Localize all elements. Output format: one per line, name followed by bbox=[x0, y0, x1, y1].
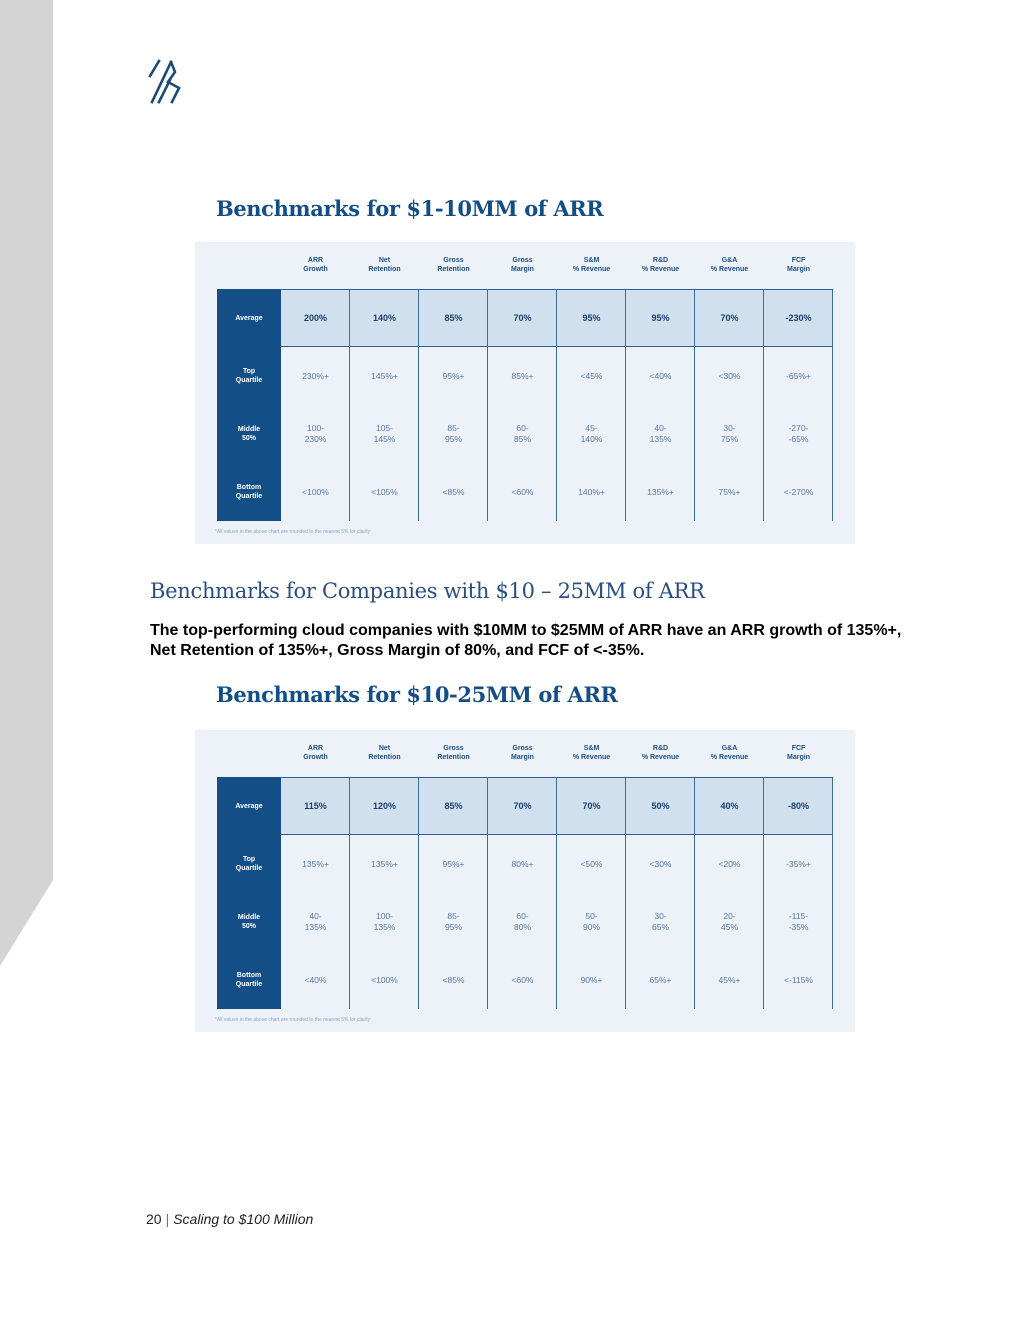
table-cell bbox=[281, 313, 350, 324]
table-cell-line: 30- bbox=[723, 423, 736, 433]
table-cell-line: 90%+ bbox=[580, 974, 603, 985]
table-cell bbox=[350, 911, 419, 933]
benchmark-title-2: Benchmarks for $10-25MM of ARR bbox=[216, 682, 618, 707]
table-cell bbox=[350, 859, 419, 870]
table-cell-line: 60- bbox=[516, 423, 529, 433]
row-label bbox=[217, 971, 281, 989]
column-header bbox=[557, 744, 626, 762]
row-label-line: Bottom bbox=[236, 484, 262, 491]
table-cell bbox=[281, 371, 350, 382]
table-cell bbox=[695, 313, 764, 324]
table-cell bbox=[557, 911, 626, 933]
table-cell bbox=[281, 487, 350, 498]
table-cell-line: 65%+ bbox=[649, 974, 672, 985]
page-footer bbox=[146, 1211, 313, 1227]
table-cell-line: 135% bbox=[373, 922, 396, 932]
footer-separator: | bbox=[165, 1211, 170, 1227]
row-label bbox=[217, 425, 281, 443]
column-header-line: % Revenue bbox=[710, 266, 749, 273]
table-cell-line: 140% bbox=[580, 434, 603, 444]
column-header-line: Growth bbox=[303, 754, 328, 761]
table-cell bbox=[419, 801, 488, 812]
column-header-line: R&D bbox=[652, 745, 669, 752]
column-header-line: % Revenue bbox=[572, 266, 611, 273]
table-cell-line: 70% bbox=[513, 312, 532, 323]
column-header-line: Margin bbox=[511, 266, 534, 273]
table-cell-line: 95% bbox=[444, 434, 462, 444]
column-header bbox=[488, 256, 557, 274]
table-cell-line: -115- bbox=[788, 911, 809, 921]
row-label bbox=[217, 855, 281, 873]
table-cell bbox=[488, 975, 557, 986]
column-header-line: Gross bbox=[512, 745, 533, 752]
table-cell bbox=[419, 371, 488, 382]
table-cell bbox=[764, 487, 833, 498]
column-header-line: Margin bbox=[787, 754, 810, 761]
row-label bbox=[217, 802, 281, 811]
column-header-line: Gross bbox=[443, 257, 464, 264]
table-cell bbox=[626, 975, 695, 986]
table-cell-line: 105- bbox=[375, 423, 393, 433]
table-cell-line: <60% bbox=[511, 974, 534, 985]
column-header bbox=[695, 744, 764, 762]
table-cell-line: <85% bbox=[442, 974, 465, 985]
brand-logo-icon bbox=[146, 58, 186, 106]
column-header bbox=[626, 256, 695, 274]
column-header bbox=[281, 744, 350, 762]
table-cell bbox=[626, 371, 695, 382]
table-cell-line: <105% bbox=[371, 486, 398, 497]
row-label bbox=[217, 913, 281, 931]
table-cell-line: -270- bbox=[788, 423, 809, 433]
table-cell bbox=[695, 801, 764, 812]
column-header-line: Retention bbox=[437, 266, 470, 273]
table-cell bbox=[626, 911, 695, 933]
table-cell bbox=[764, 371, 833, 382]
column-header-line: % Revenue bbox=[710, 754, 749, 761]
table-cell bbox=[419, 487, 488, 498]
table-cell bbox=[350, 313, 419, 324]
table-cell-line: -35% bbox=[788, 922, 809, 932]
table-cell bbox=[488, 371, 557, 382]
table-cell bbox=[695, 859, 764, 870]
footer-document-title: Scaling to $100 Million bbox=[173, 1211, 314, 1227]
table-cell bbox=[350, 423, 419, 445]
column-header-line: Margin bbox=[787, 266, 810, 273]
table-cell-line: 75%+ bbox=[718, 486, 741, 497]
column-header-line: R&D bbox=[652, 257, 669, 264]
row-label-line: Middle bbox=[237, 914, 261, 921]
column-header-line: ARR bbox=[307, 257, 324, 264]
table-cell-line: 85% bbox=[513, 434, 531, 444]
table-cell bbox=[695, 911, 764, 933]
table-cell-line: 145%+ bbox=[371, 370, 398, 381]
table-cell-line: <40% bbox=[649, 370, 672, 381]
table-cell bbox=[695, 975, 764, 986]
column-header-line: Margin bbox=[511, 754, 534, 761]
table-cell bbox=[281, 801, 350, 812]
table-cell-line: -65% bbox=[788, 434, 809, 444]
table-cell-line: 40- bbox=[309, 911, 322, 921]
table-cell-line: <50% bbox=[580, 858, 603, 869]
table-cell bbox=[350, 371, 419, 382]
column-header-line: S&M bbox=[583, 745, 600, 752]
table-cell bbox=[557, 313, 626, 324]
table-cell bbox=[626, 859, 695, 870]
column-headers bbox=[281, 256, 833, 286]
column-header bbox=[350, 744, 419, 762]
table-cell-line: 100- bbox=[306, 423, 324, 433]
benchmark-grid bbox=[281, 289, 833, 521]
row-label bbox=[217, 483, 281, 501]
section-heading: Benchmarks for Companies with $10 – 25MM of ARR bbox=[150, 579, 705, 603]
table-cell-line: 85- bbox=[447, 423, 460, 433]
column-header-line: FCF bbox=[791, 745, 806, 752]
column-header bbox=[281, 256, 350, 274]
table-cell-line: -35%+ bbox=[786, 858, 811, 869]
benchmark-title-1: Benchmarks for $1-10MM of ARR bbox=[216, 196, 604, 221]
table-cell-line: 135%+ bbox=[371, 858, 398, 869]
table-cell-line: 85%+ bbox=[511, 370, 534, 381]
table-cell bbox=[626, 313, 695, 324]
column-header-line: % Revenue bbox=[641, 266, 680, 273]
table-cell-line: 115% bbox=[304, 800, 327, 811]
table-cell bbox=[488, 313, 557, 324]
column-header-line: Net bbox=[378, 745, 391, 752]
table-cell-line: 60- bbox=[516, 911, 529, 921]
table-cell-line: -65%+ bbox=[786, 370, 811, 381]
table-cell-line: 85- bbox=[447, 911, 460, 921]
table-cell bbox=[557, 859, 626, 870]
table-cell-line: <45% bbox=[580, 370, 603, 381]
table-cell bbox=[488, 487, 557, 498]
table-cell bbox=[557, 801, 626, 812]
table-cell-line: 40% bbox=[720, 800, 739, 811]
table-cell bbox=[557, 371, 626, 382]
column-header bbox=[626, 744, 695, 762]
table-cell-line: 70% bbox=[720, 312, 739, 323]
table-cell bbox=[695, 371, 764, 382]
row-label-line: Top bbox=[242, 856, 256, 863]
row-label-line: Quartile bbox=[235, 377, 263, 384]
table-cell bbox=[488, 801, 557, 812]
table-cell bbox=[695, 487, 764, 498]
row-label-line: Quartile bbox=[235, 493, 263, 500]
table-cell-line: 50% bbox=[651, 800, 670, 811]
table-cell bbox=[419, 423, 488, 445]
table-cell-line: 75% bbox=[720, 434, 738, 444]
table-cell bbox=[626, 801, 695, 812]
body-paragraph: The top-performing cloud companies with $10MM to $25MM of ARR have an ARR growth of 135%+, Net Retention of 135%+, Gross Margin of 80%, and FCF of <-35%. bbox=[150, 622, 902, 659]
table-cell bbox=[557, 487, 626, 498]
table-cell-line: 135%+ bbox=[302, 858, 329, 869]
column-header bbox=[764, 744, 833, 762]
table-cell-line: 95% bbox=[651, 312, 670, 323]
table-cell-line: 30- bbox=[654, 911, 667, 921]
table-cell-line: 95%+ bbox=[442, 370, 465, 381]
table-cell-line: 20- bbox=[723, 911, 736, 921]
table-cell bbox=[764, 313, 833, 324]
table-cell bbox=[557, 975, 626, 986]
table-cell-line: 135% bbox=[649, 434, 672, 444]
table-cell bbox=[488, 859, 557, 870]
table-cell-line: <-270% bbox=[783, 486, 814, 497]
column-header bbox=[764, 256, 833, 274]
table-cell bbox=[350, 975, 419, 986]
benchmark-table-2 bbox=[195, 730, 855, 1032]
table-cell-line: 230%+ bbox=[302, 370, 329, 381]
row-label-line: 50% bbox=[241, 923, 256, 930]
column-header bbox=[350, 256, 419, 274]
table-cell-line: <30% bbox=[718, 370, 741, 381]
row-labels bbox=[217, 289, 281, 521]
column-header-line: S&M bbox=[583, 257, 600, 264]
table-cell bbox=[764, 911, 833, 933]
table-cell-line: <100% bbox=[371, 974, 398, 985]
row-label bbox=[217, 314, 281, 323]
table-cell-line: <40% bbox=[304, 974, 327, 985]
table-cell-line: 80%+ bbox=[511, 858, 534, 869]
table-cell-line: 80% bbox=[513, 922, 531, 932]
table-cell bbox=[419, 859, 488, 870]
table-cell-line: 140% bbox=[372, 312, 397, 323]
table-cell-line: 45% bbox=[720, 922, 738, 932]
benchmark-grid bbox=[281, 777, 833, 1009]
table-cell bbox=[764, 975, 833, 986]
table-cell-line: 145% bbox=[373, 434, 396, 444]
table-cell bbox=[764, 859, 833, 870]
table-cell-line: 85% bbox=[444, 800, 463, 811]
table-cell-line: 50- bbox=[585, 911, 598, 921]
column-headers bbox=[281, 744, 833, 774]
row-label-line: Top bbox=[242, 368, 256, 375]
column-header-line: Retention bbox=[368, 266, 401, 273]
table-cell bbox=[557, 423, 626, 445]
column-header-line: % Revenue bbox=[572, 754, 611, 761]
row-label-line: Middle bbox=[237, 426, 261, 433]
table-cell bbox=[281, 859, 350, 870]
table-cell-line: 70% bbox=[582, 800, 601, 811]
table-cell-line: 200% bbox=[303, 312, 328, 323]
row-label-line: Average bbox=[235, 314, 263, 322]
table-cell-line: 65% bbox=[651, 922, 669, 932]
table-cell-line: <30% bbox=[649, 858, 672, 869]
column-header-line: Gross bbox=[443, 745, 464, 752]
table-cell bbox=[764, 423, 833, 445]
table-footnote: *All values in the above chart are rounded to the nearest 5% for clarity bbox=[215, 1017, 371, 1023]
column-header bbox=[419, 256, 488, 274]
page-number: 20 bbox=[146, 1211, 162, 1227]
table-footnote: *All values in the above chart are rounded to the nearest 5% for clarity bbox=[215, 529, 371, 535]
table-cell-line: 45%+ bbox=[718, 974, 741, 985]
table-cell bbox=[350, 487, 419, 498]
row-label-line: 50% bbox=[241, 435, 256, 442]
row-label-line: Quartile bbox=[235, 981, 263, 988]
row-labels bbox=[217, 777, 281, 1009]
table-cell-line: <100% bbox=[302, 486, 329, 497]
table-cell-line: 85% bbox=[444, 312, 463, 323]
row-label-line: Bottom bbox=[236, 972, 262, 979]
row-label-line: Quartile bbox=[235, 865, 263, 872]
column-header-line: G&A bbox=[721, 745, 738, 752]
table-cell-line: <60% bbox=[511, 486, 534, 497]
table-cell bbox=[626, 487, 695, 498]
table-cell bbox=[350, 801, 419, 812]
table-cell-line: 100- bbox=[375, 911, 393, 921]
column-header bbox=[419, 744, 488, 762]
table-cell bbox=[488, 911, 557, 933]
table-cell-line: 90% bbox=[582, 922, 600, 932]
table-cell bbox=[281, 975, 350, 986]
column-header-line: Gross bbox=[512, 257, 533, 264]
column-header-line: Retention bbox=[368, 754, 401, 761]
table-cell-line: 95% bbox=[582, 312, 601, 323]
table-cell bbox=[695, 423, 764, 445]
table-cell bbox=[419, 313, 488, 324]
table-cell-line: <20% bbox=[718, 858, 741, 869]
column-header-line: % Revenue bbox=[641, 754, 680, 761]
table-cell-line: 95%+ bbox=[442, 858, 465, 869]
column-header bbox=[488, 744, 557, 762]
table-cell bbox=[419, 975, 488, 986]
column-header bbox=[557, 256, 626, 274]
table-cell-line: <85% bbox=[442, 486, 465, 497]
table-cell bbox=[281, 423, 350, 445]
table-cell-line: 230% bbox=[304, 434, 327, 444]
table-cell bbox=[419, 911, 488, 933]
table-cell bbox=[764, 801, 833, 812]
table-cell bbox=[281, 911, 350, 933]
side-band bbox=[0, 0, 60, 1000]
table-cell-line: 70% bbox=[513, 800, 532, 811]
table-cell-line: 135%+ bbox=[647, 486, 674, 497]
table-cell-line: 135% bbox=[304, 922, 327, 932]
column-header-line: Retention bbox=[437, 754, 470, 761]
benchmark-table-1 bbox=[195, 242, 855, 544]
table-cell-line: -230% bbox=[785, 312, 812, 323]
column-header-line: Growth bbox=[303, 266, 328, 273]
column-header-line: Net bbox=[378, 257, 391, 264]
column-header-line: FCF bbox=[791, 257, 806, 264]
table-cell-line: 120% bbox=[372, 800, 397, 811]
table-cell-line: <-115% bbox=[784, 974, 813, 985]
row-label bbox=[217, 367, 281, 385]
column-header-line: G&A bbox=[721, 257, 738, 264]
table-cell-line: 45- bbox=[585, 423, 598, 433]
table-cell-line: 40- bbox=[654, 423, 667, 433]
table-cell bbox=[626, 423, 695, 445]
column-header-line: ARR bbox=[307, 745, 324, 752]
table-cell-line: 95% bbox=[444, 922, 462, 932]
row-label-line: Average bbox=[235, 802, 263, 810]
table-cell-line: -80% bbox=[787, 800, 809, 811]
table-cell bbox=[488, 423, 557, 445]
column-header bbox=[695, 256, 764, 274]
table-cell-line: 140%+ bbox=[578, 486, 605, 497]
